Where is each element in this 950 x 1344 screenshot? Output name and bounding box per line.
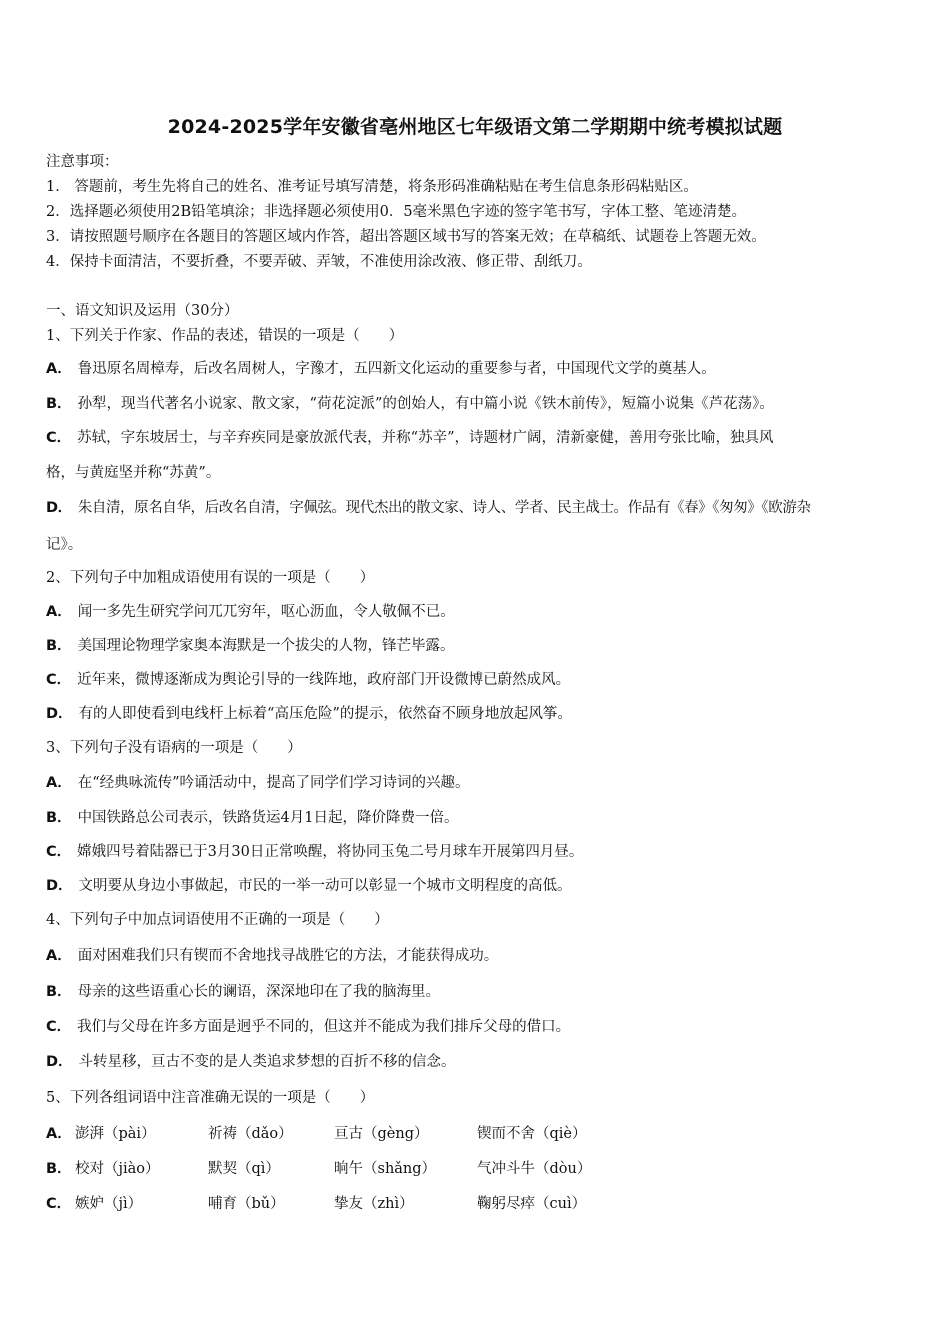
option-c	[46, 842, 583, 862]
question-stem: 4、下列句子中加点词语使用不正确的一项是（ ）	[46, 912, 389, 928]
option-text: 闻一多先生研究学问兀兀穷年，呕心沥血，令人敬佩不已。	[77, 604, 455, 620]
notice-item: 4．保持卡面清洁，不要折叠，不要弄破、弄皱，不准使用涂改液、修正带、刮纸刀。	[46, 254, 592, 270]
option-d	[46, 1052, 456, 1072]
option-d	[46, 498, 811, 518]
option-label: A．	[46, 361, 72, 377]
option-label: B．	[46, 1161, 72, 1177]
pinyin-word: 哺育（bǔ）	[208, 1196, 285, 1212]
option-label: D．	[46, 878, 73, 894]
pinyin-word: 亘古（gèng）	[334, 1126, 429, 1142]
pinyin-word: 锲而不舍（qiè）	[477, 1126, 587, 1142]
option-label: B．	[46, 984, 72, 1000]
pinyin-word: 挚友（zhì）	[334, 1196, 414, 1212]
option-text: 斗转星移，亘古不变的是人类追求梦想的百折不移的信念。	[78, 1054, 456, 1070]
option-text: 文明要从身边小事做起，市民的一举一动可以彰显一个城市文明程度的高低。	[78, 878, 572, 894]
option-text: 嫦娥四号着陆器已于3月30日正常唤醒，将协同玉兔二号月球车开展第四月昼。	[77, 844, 584, 860]
option-text: 在“经典咏流传”吟诵活动中，提高了同学们学习诗词的兴趣。	[77, 775, 470, 791]
option-text: 苏轼，字东坡居士，与辛弃疾同是豪放派代表，并称“苏辛”，诗题材广阔，清新豪健，善用夸张比喻，独具风	[77, 430, 774, 446]
option-label: D．	[46, 500, 72, 516]
option-b	[46, 636, 455, 656]
option-label: D．	[46, 1054, 73, 1070]
option-text: 面对困难我们只有锲而不舍地找寻战胜它的方法，才能获得成功。	[77, 948, 499, 964]
option-label: B．	[46, 396, 72, 412]
notice-item: 1． 答题前，考生先将自己的姓名、准考证号填写清楚，将条形码准确粘贴在考生信息条形码粘贴区。	[46, 179, 698, 195]
pinyin-word: 默契（qì）	[208, 1161, 280, 1177]
option-a	[46, 359, 716, 379]
notice-heading: 注意事项：	[46, 154, 119, 170]
option-text: 孙犁，现当代著名小说家、散文家，“荷花淀派”的创始人，有中篇小说《铁木前传》，短篇小说集《芦花荡》。	[77, 396, 774, 412]
question-stem: 3、下列句子没有语病的一项是（ ）	[46, 740, 302, 756]
pinyin-word: 嫉妒（jì）	[75, 1196, 143, 1212]
option-c	[46, 428, 773, 448]
pinyin-word: 气冲斗牛（dòu）	[477, 1161, 592, 1177]
option-label: C．	[46, 1019, 72, 1035]
option-text: 近年来，微博逐渐成为舆论引导的一线阵地，政府部门开设微博已蔚然成风。	[77, 672, 571, 688]
option-label: C．	[46, 672, 72, 688]
option-label: C．	[46, 844, 72, 860]
pinyin-word: 晌午（shǎng）	[334, 1161, 437, 1177]
option-text: 朱自清，原名自华，后改名自清，字佩弦。现代杰出的散文家、诗人、学者、民主战士。作品有《春》《匆匆》《欧游杂	[77, 500, 811, 516]
option-b	[46, 394, 774, 414]
option-label: B．	[46, 810, 72, 826]
option-c	[46, 1017, 570, 1037]
option-label: B．	[46, 638, 72, 654]
notice-item: 3．请按照题号顺序在各题目的答题区域内作答，超出答题区域书写的答案无效；在草稿纸、试题卷上答题无效。	[46, 229, 766, 245]
option-text: 母亲的这些语重心长的谰语，深深地印在了我的脑海里。	[77, 984, 441, 1000]
option-text: 有的人即使看到电线杆上标着“高压危险”的提示，依然奋不顾身地放起风筝。	[78, 706, 572, 722]
pinyin-word: 校对（jiào）	[75, 1161, 160, 1177]
section-heading: 一、语文知识及运用（30分）	[46, 303, 239, 319]
option-text: 美国理论物理学家奥本海默是一个拔尖的人物，锋芒毕露。	[77, 638, 455, 654]
option-label: D．	[46, 706, 73, 722]
pinyin-word: 澎湃（pài）	[75, 1126, 156, 1142]
pinyin-word: 祈祷（dǎo）	[208, 1126, 293, 1142]
option-d	[46, 704, 572, 724]
option-text: 鲁迅原名周樟寿，后改名周树人，字豫才，五四新文化运动的重要参与者，中国现代文学的奠基人。	[77, 361, 716, 377]
option-a	[46, 602, 455, 622]
option-label: A．	[46, 1126, 72, 1142]
option-c	[46, 670, 570, 690]
option-d-continued: 记》。	[46, 537, 83, 553]
option-d	[46, 876, 572, 896]
option-text: 中国铁路总公司表示，铁路货运4月1日起，降价降费一倍。	[77, 810, 459, 826]
question-stem: 2、下列句子中加粗成语使用有误的一项是（ ）	[46, 570, 375, 586]
option-a	[46, 773, 470, 793]
pinyin-word: 鞠躬尽瘁（cuì）	[477, 1196, 587, 1212]
option-a	[46, 946, 498, 966]
question-stem: 5、下列各组词语中注音准确无误的一项是（ ）	[46, 1090, 375, 1106]
option-b	[46, 808, 459, 828]
option-label: C．	[46, 430, 72, 446]
option-label: A．	[46, 948, 72, 964]
notice-item: 2．选择题必须使用2B铅笔填涂；非选择题必须使用0．5毫米黑色字迹的签字笔书写，字体工整、笔迹清楚。	[46, 204, 747, 220]
option-text: 我们与父母在许多方面是迥乎不同的，但这并不能成为我们排斥父母的借口。	[77, 1019, 571, 1035]
option-c-continued: 格，与黄庭坚并称“苏黄”。	[46, 465, 221, 481]
option-label: A．	[46, 775, 72, 791]
question-stem: 1、下列关于作家、作品的表述，错误的一项是（ ）	[46, 328, 404, 344]
option-b	[46, 982, 440, 1002]
option-label: A．	[46, 604, 72, 620]
page-title: 2024-2025学年安徽省亳州地区七年级语文第二学期期中统考模拟试题	[167, 116, 783, 138]
option-label: C．	[46, 1196, 72, 1212]
